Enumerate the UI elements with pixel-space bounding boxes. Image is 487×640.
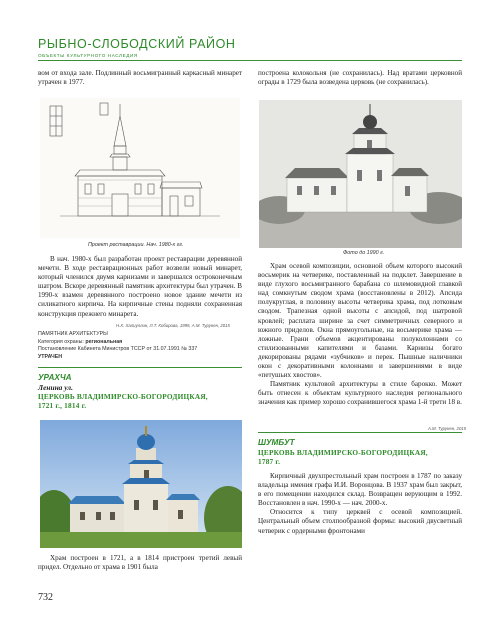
section1-years: 1721 г., 1814 г. (38, 401, 87, 411)
right-bottom-text (258, 472, 462, 536)
old-church-photo (259, 100, 462, 248)
protection-category-label: Категория охраны: (38, 338, 84, 345)
bw-church-illustration (259, 100, 462, 248)
figure2-caption: Фото до 1990 г. (343, 250, 385, 256)
protection-category (38, 339, 248, 347)
section2-years: 1787 г. (258, 457, 281, 467)
status-lost: УТРАЧЕН (38, 353, 63, 360)
section2-church-name: ЦЕРКОВЬ ВЛАДИМИРСКО-БОГОРОДИЦКАЯ, (258, 448, 428, 457)
right-body-credit: А.М. Турунен, 2015 (428, 426, 467, 431)
monument-type: ПАМЯТНИК АРХИТЕКТУРЫ (38, 331, 108, 337)
section1-rule (38, 367, 242, 368)
right-bottom-paragraph2: Относится к типу церквей с осевой композицией. Центральный объем столпообразной формы: высокий двусветный четверик с ордерными фронтонами (258, 508, 462, 535)
left-body-text (38, 255, 242, 319)
right-body-paragraph1: Храм осевой композиции, основной объем которого высокий восьмерик на четверике, поставленный на подклет. Завершение в виде глухого восьмигранного барабана со шлемовидной главкой над сомкнутым сводом храма (восстановлены в 2012). Апсида полукруглая, в половину высоты четверика храма, под лотковым сводом. Трапезная одной высоты с апсидой, под шатровой кровлей; расплата ширине за счет симметричных северного и южного приделов. Окна прямоугольные, на восьмерике храма — ложные. Грани объемов акцентированы полуколоннами со стилизованными капителями и базами. Карнизы богато декорированы рядами «зубчиков» и перек. Пышные наличники окон с декоративными колоннами и завершениями в виде «петушьих хвостов». (258, 262, 462, 380)
section2-church-title (258, 448, 428, 466)
right-body-paragraph2: Памятник культовой архитектуры в стиле барокко. Может быть отнесен к объектам культурного наследия регионального значения как пример хорошо сохранившегося храма 1-й трети 18 в. (258, 380, 462, 407)
page-number: 732 (38, 592, 53, 603)
right-body-text (258, 262, 462, 408)
protection-category-value: региональная (85, 338, 123, 345)
running-header-title: РЫБНО-СЛОБОДСКИЙ РАЙОН (38, 37, 236, 51)
header-rule (38, 60, 462, 61)
restoration-drawing (40, 98, 240, 238)
section1-church-title (38, 392, 208, 410)
left-top-paragraph: вом от входа зале. Подлинный восьмигранный каркасный минарет утрачен в 1977. (38, 69, 242, 87)
right-top-text-block (258, 69, 462, 87)
church-photo-illustration (40, 420, 242, 548)
section1-village: УРАХЧА (38, 373, 72, 382)
left-body-paragraph: В нач. 1980-х был разработан проект реставрации деревянной мечети. В ходе реставрационных работ возвели новый минарет, который членился двумя карнизами и завершался остроконечным шатром. Вскоре деревянный памятник архитектуры был утрачен. В 1990-х взамен деревянного построено новое здание мечети из силикатного кирпича. На кирпичные стены подняли сохраненная конструкция прежнего минарета. (38, 255, 243, 318)
section1-street: Ленина ул. (38, 383, 73, 392)
section2-village: ШУМБУТ (258, 438, 295, 447)
section1-church-name: ЦЕРКОВЬ ВЛАДИМИРСКО-БОГОРОДИЦКАЯ, (38, 392, 208, 401)
monument-status-block (38, 331, 248, 361)
left-bottom-text (38, 554, 242, 572)
figure1-caption: Проект реставрации. Нач. 1980-х гг. (88, 242, 184, 248)
right-bottom-paragraph1: Кирпичный двухпрестольный храм построен в 1787 по заказу владельца имения графа И.И. Воронцова. В 1937 храм был закрыт, в его помещении находился склад. Возвращен верующим в 1992. Восстановлен в нач. 1990-х — нач. 2000-х. (258, 472, 462, 508)
resolution-text: Постановление Кабинета Министров ТССР от 31.07.1991 № 337 (38, 346, 198, 353)
urakhcha-church-photo (40, 420, 242, 548)
mosque-elevation-drawing (40, 98, 240, 238)
running-header-subtitle: ОБЪЕКТЫ КУЛЬТУРНОГО НАСЛЕДИЯ (38, 53, 138, 58)
left-top-text-block (38, 69, 242, 87)
section2-rule (258, 432, 462, 433)
left-body-credit: Н.Х. Халиуллин, Л.Т. Кобирова, 1999, А.М. Турунен, 2015 (116, 323, 230, 328)
left-bottom-paragraph: Храм построен в 1721, а в 1814 пристроен третий левый придел. Отдельно от храма в 1901 была (38, 554, 242, 572)
right-top-paragraph: построена колокольня (не сохранилась). Над вратами церковной ограды в 1729 была возведена церковь (не сохранилась). (258, 69, 462, 87)
